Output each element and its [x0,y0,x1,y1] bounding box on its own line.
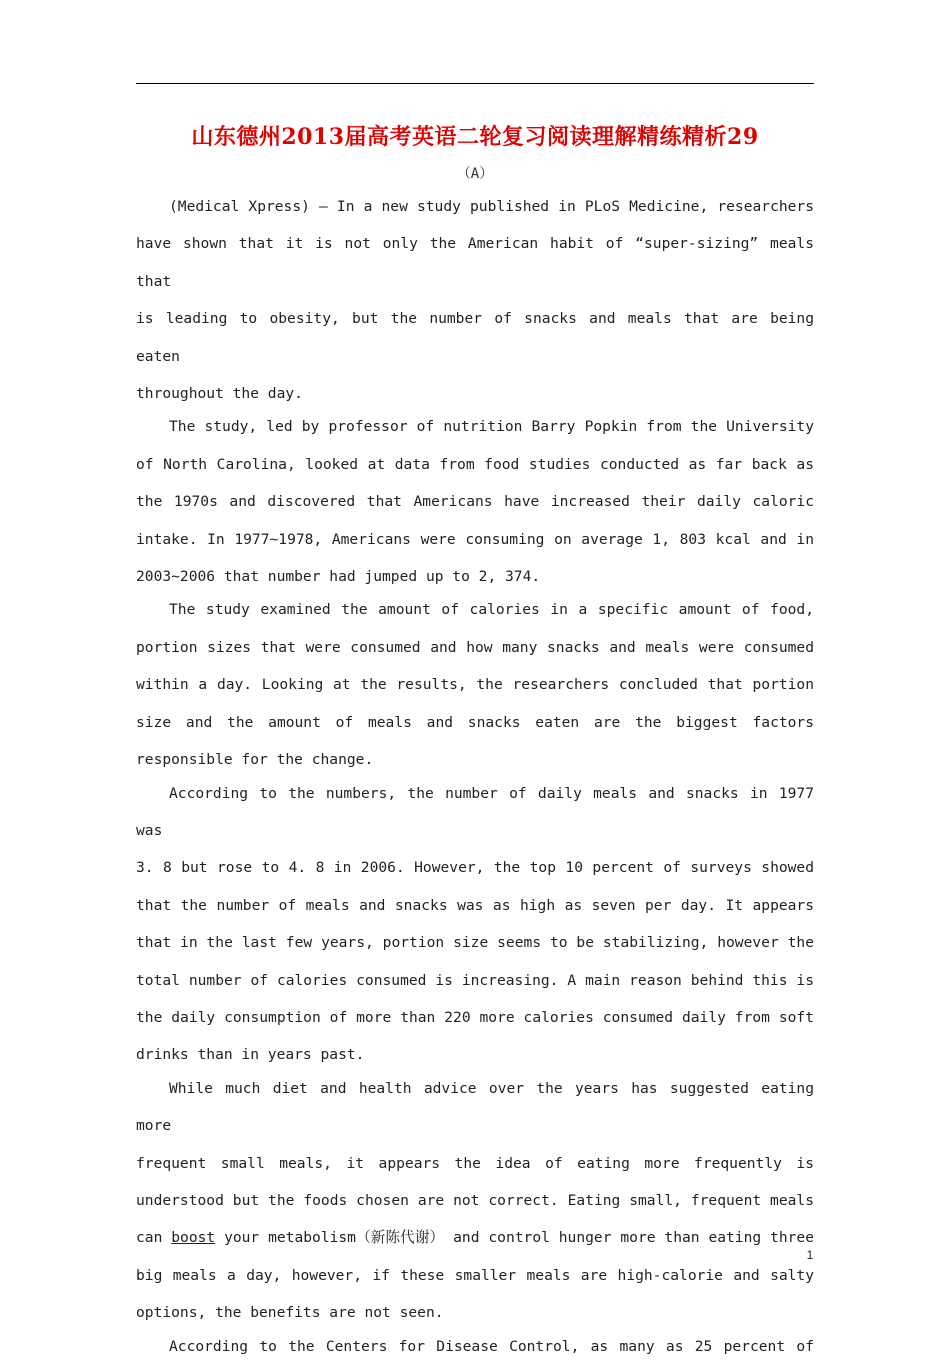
text-line: responsible for the change. [136,751,374,769]
paragraph-6 [136,1328,814,1365]
header-rule [136,83,814,84]
paragraph-4 [136,775,814,1074]
text-line: big meals a day, however, if these smaller meals are high-calorie and salty [136,1266,814,1284]
page-number: 1 [806,1248,814,1262]
text-line: is leading to obesity, but the number of snacks and meals that are being eaten [136,310,814,365]
text-line: understood but the foods chosen are not correct. Eating small, frequent meals [136,1191,814,1209]
text-segment: can [136,1229,172,1247]
text-line: frequent small meals, it appears the idea of eating more frequently is [136,1154,814,1172]
text-line: options, the benefits are not seen. [136,1304,444,1322]
text-line: throughout the day. [136,385,303,403]
text-line-boost [136,1219,814,1256]
text-segment: your metabolism（新陈代谢） and control hunger more than eating three [215,1229,814,1247]
text-line: of North Carolina, looked at data from food studies conducted as far back as [136,455,814,473]
paragraph-5 [136,1070,814,1332]
document-title: 山东德州2013届高考英语二轮复习阅读理解精练精析29 [191,124,759,150]
paragraph-2 [136,408,814,595]
text-line: According to the Centers for Disease Control, as many as 25 percent of [169,1337,814,1355]
text-line: intake. In 1977~1978, Americans were consuming on average 1, 803 kcal and in [136,530,814,548]
text-line: size and the amount of meals and snacks eaten are the biggest factors [136,713,814,731]
text-line: drinks than in years past. [136,1046,365,1064]
text-line: the 1970s and discovered that Americans have increased their daily caloric [136,493,814,511]
text-line: that in the last few years, portion size seems to be stabilizing, however the [136,934,814,952]
text-line: (Medical Xpress) — In a new study published in PLoS Medicine, researchers [169,198,814,215]
text-line: have shown that it is not only the American habit of “super-sizing” meals that [136,235,814,290]
section-label: （A） [456,166,494,182]
reading-passage [136,188,814,1361]
text-line: According to the numbers, the number of daily meals and snacks in 1977 was [136,784,814,839]
text-line: 3. 8 but rose to 4. 8 in 2006. However, the top 10 percent of surveys showed [136,859,814,877]
text-line: within a day. Looking at the results, the researchers concluded that portion [136,676,814,694]
text-line: While much diet and health advice over the years has suggested eating more [136,1079,814,1135]
text-line: total number of calories consumed is increasing. A main reason behind this is [136,971,814,989]
paragraph-3 [136,591,814,778]
text-line: The study examined the amount of calories in a specific amount of food, [169,601,814,619]
text-line: portion sizes that were consumed and how many snacks and meals were consumed [136,638,814,656]
text-line: 2003~2006 that number had jumped up to 2, 374. [136,568,541,586]
text-line: The study, led by professor of nutrition Barry Popkin from the University [169,418,814,436]
underlined-word-boost: boost [171,1229,216,1247]
paragraph-1 [136,188,814,412]
text-line: the daily consumption of more than 220 more calories consumed daily from soft [136,1008,814,1026]
text-line: that the number of meals and snacks was as high as seven per day. It appears [136,896,814,914]
